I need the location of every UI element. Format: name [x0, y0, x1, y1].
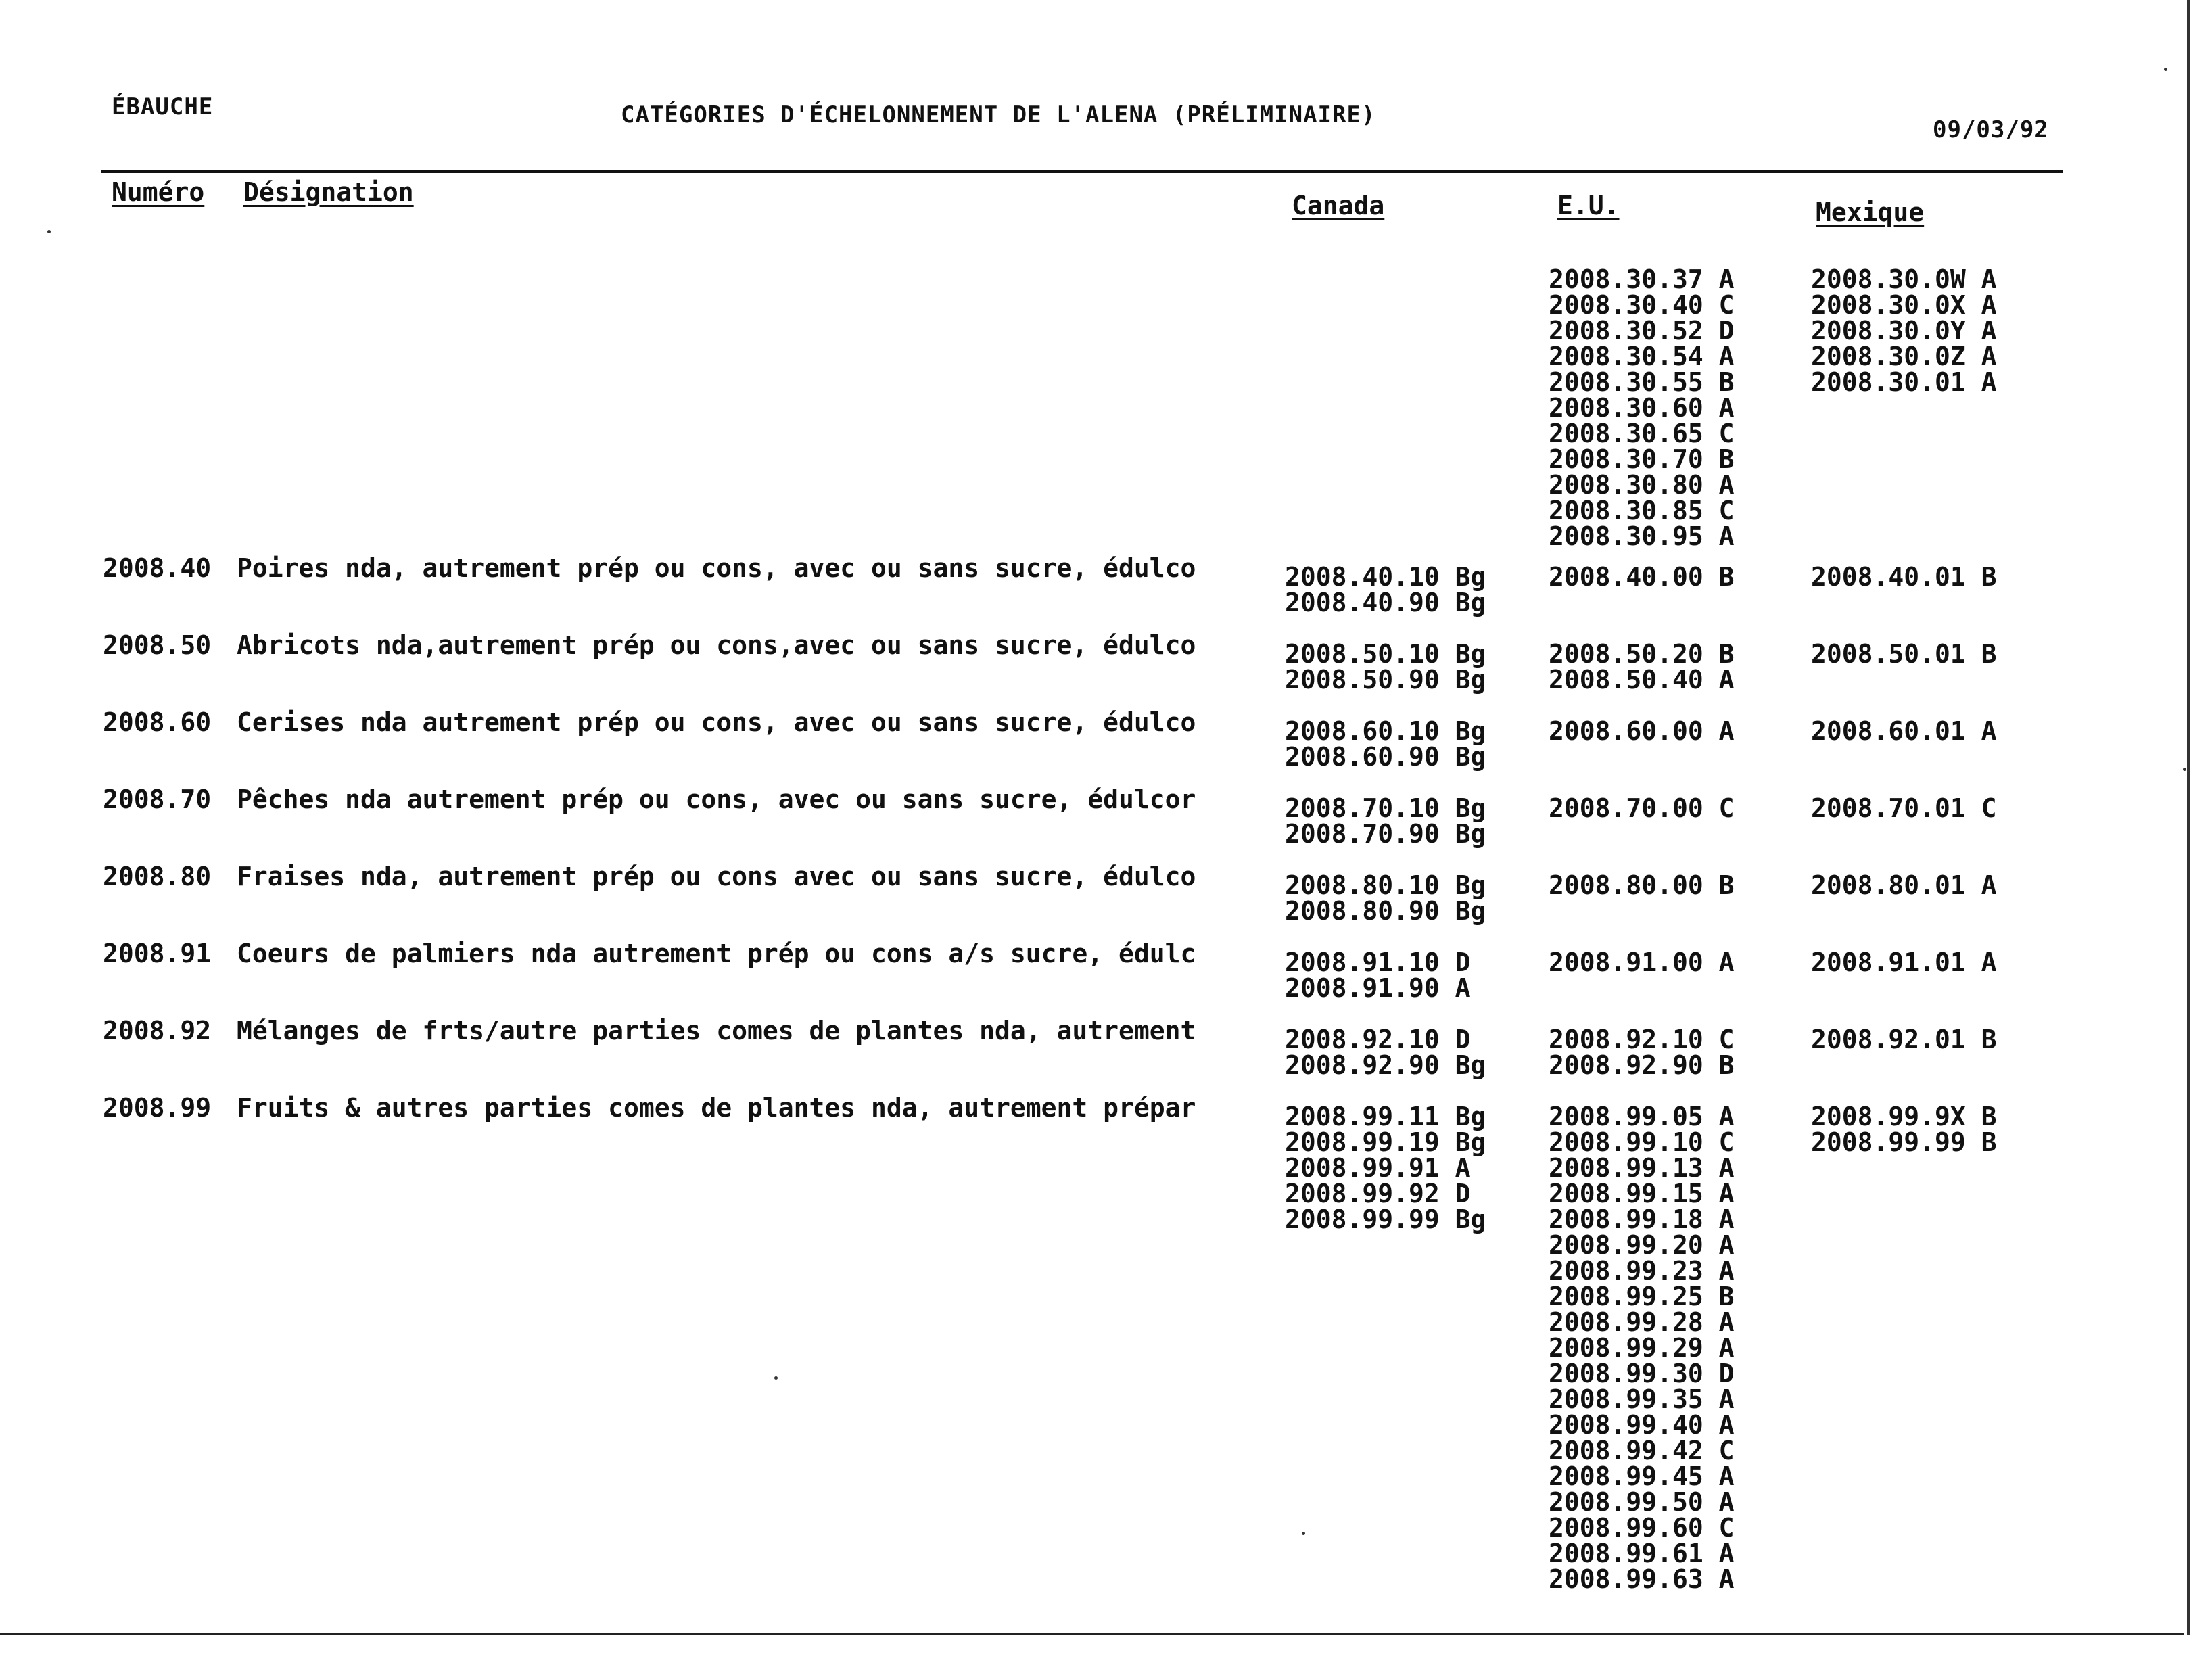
tariff-code: 2008.30.85 C [1549, 496, 1735, 525]
tariff-code: 2008.99.91 A [1285, 1153, 1471, 1183]
heading-number: 2008.99 [103, 1093, 212, 1123]
tariff-code: 2008.40.01 B [1811, 562, 1997, 592]
mexique-codes [1811, 949, 1997, 975]
scan-speck [1302, 1532, 1305, 1535]
tariff-code: 2008.99.35 A [1549, 1384, 1735, 1414]
header-rule [101, 170, 2063, 173]
mexique-codes [1811, 872, 1997, 898]
tariff-code: 2008.40.10 Bg [1285, 562, 1486, 592]
tariff-code: 2008.60.90 Bg [1285, 742, 1486, 772]
eu-codes [1549, 718, 1735, 744]
tariff-code: 2008.99.45 A [1549, 1461, 1735, 1491]
tariff-code: 2008.99.20 A [1549, 1230, 1735, 1260]
heading-number: 2008.40 [103, 553, 212, 583]
tariff-code: 2008.30.70 B [1549, 444, 1735, 474]
tariff-code: 2008.91.00 A [1549, 947, 1735, 977]
designation: Poires nda, autrement prép ou cons, avec ou sans sucre, édulco [237, 553, 1196, 583]
mexique-codes [1811, 795, 1997, 821]
canada-codes [1285, 949, 1471, 1001]
tariff-code: 2008.50.10 Bg [1285, 639, 1486, 669]
tariff-code: 2008.60.01 A [1811, 716, 1997, 746]
tariff-code: 2008.50.01 B [1811, 639, 1997, 669]
tariff-code: 2008.99.19 Bg [1285, 1127, 1486, 1157]
tariff-code: 2008.99.30 D [1549, 1359, 1735, 1388]
tariff-code: 2008.92.01 B [1811, 1025, 1997, 1054]
tariff-code: 2008.91.01 A [1811, 947, 1997, 977]
canada-codes [1285, 1104, 1486, 1232]
designation: Mélanges de frts/autre parties comes de plantes nda, autrement [237, 1016, 1196, 1046]
tariff-code: 2008.92.90 B [1549, 1050, 1735, 1080]
tariff-code: 2008.99.13 A [1549, 1153, 1735, 1183]
eu-codes [1549, 564, 1735, 590]
tariff-code: 2008.92.10 D [1285, 1025, 1471, 1054]
scan-speck [2164, 68, 2167, 71]
tariff-code: 2008.80.01 A [1811, 870, 1997, 900]
scan-speck [47, 230, 51, 233]
tariff-code: 2008.30.0W A [1811, 264, 1997, 294]
tariff-code: 2008.30.37 A [1549, 264, 1735, 294]
tariff-code: 2008.99.42 C [1549, 1436, 1735, 1465]
designation: Pêches nda autrement prép ou cons, avec ou sans sucre, édulcor [237, 784, 1196, 814]
tariff-code: 2008.92.90 Bg [1285, 1050, 1486, 1080]
canada-codes [1285, 718, 1486, 770]
tariff-code: 2008.30.54 A [1549, 342, 1735, 371]
designation: Abricots nda,autrement prép ou cons,avec ou sans sucre, édulco [237, 630, 1196, 660]
tariff-code: 2008.30.0Y A [1811, 316, 1997, 346]
tariff-code: 2008.70.10 Bg [1285, 793, 1486, 823]
heading-number: 2008.91 [103, 939, 212, 968]
tariff-code: 2008.50.40 A [1549, 665, 1735, 695]
tariff-code: 2008.70.01 C [1811, 793, 1997, 823]
mexique-codes [1811, 718, 1997, 744]
canada-codes [1285, 564, 1486, 615]
mexique-codes [1811, 266, 1997, 395]
column-header-designation: Désignation [243, 177, 414, 207]
mexique-codes [1811, 641, 1997, 667]
mexique-codes [1811, 564, 1997, 590]
tariff-code: 2008.70.00 C [1549, 793, 1735, 823]
tariff-code: 2008.99.61 A [1549, 1539, 1735, 1568]
tariff-code: 2008.99.99 Bg [1285, 1204, 1486, 1234]
canada-codes [1285, 641, 1486, 693]
canada-codes [1285, 1027, 1486, 1078]
tariff-code: 2008.99.23 A [1549, 1256, 1735, 1286]
tariff-code: 2008.99.29 A [1549, 1333, 1735, 1363]
tariff-code: 2008.30.52 D [1549, 316, 1735, 346]
tariff-code: 2008.30.60 A [1549, 393, 1735, 423]
mexique-codes [1811, 1027, 1997, 1052]
tariff-code: 2008.40.00 B [1549, 562, 1735, 592]
tariff-code: 2008.99.40 A [1549, 1410, 1735, 1440]
tariff-code: 2008.99.05 A [1549, 1102, 1735, 1131]
column-header-canada: Canada [1292, 191, 1385, 220]
tariff-code: 2008.99.25 B [1549, 1282, 1735, 1311]
heading-number: 2008.70 [103, 784, 212, 814]
tariff-code: 2008.30.55 B [1549, 367, 1735, 397]
page-bottom-edge [0, 1633, 2184, 1635]
eu-codes [1549, 266, 1735, 549]
tariff-code: 2008.92.10 C [1549, 1025, 1735, 1054]
designation: Fruits & autres parties comes de plantes nda, autrement prépar [237, 1093, 1196, 1123]
heading-number: 2008.92 [103, 1016, 212, 1046]
canada-codes [1285, 795, 1486, 847]
document-title: CATÉGORIES D'ÉCHELONNEMENT DE L'ALENA (PRÉLIMINAIRE) [621, 101, 1376, 128]
scan-speck [774, 1376, 778, 1380]
tariff-code: 2008.30.65 C [1549, 419, 1735, 448]
tariff-code: 2008.50.20 B [1549, 639, 1735, 669]
page-right-edge [2187, 0, 2190, 1635]
mexique-codes [1811, 1104, 1997, 1155]
tariff-code: 2008.80.00 B [1549, 870, 1735, 900]
column-header-eu: E.U. [1557, 191, 1620, 220]
designation: Cerises nda autrement prép ou cons, avec ou sans sucre, édulco [237, 707, 1196, 737]
tariff-code: 2008.99.15 A [1549, 1179, 1735, 1209]
tariff-code: 2008.99.63 A [1549, 1564, 1735, 1594]
tariff-code: 2008.99.92 D [1285, 1179, 1471, 1209]
tariff-code: 2008.99.10 C [1549, 1127, 1735, 1157]
heading-number: 2008.80 [103, 862, 212, 891]
tariff-code: 2008.30.95 A [1549, 521, 1735, 551]
eu-codes [1549, 1027, 1735, 1078]
tariff-code: 2008.30.80 A [1549, 470, 1735, 500]
tariff-code: 2008.30.0X A [1811, 290, 1997, 320]
designation: Coeurs de palmiers nda autrement prép ou cons a/s sucre, édulc [237, 939, 1196, 968]
tariff-code: 2008.99.99 B [1811, 1127, 1997, 1157]
tariff-code: 2008.80.10 Bg [1285, 870, 1486, 900]
tariff-code: 2008.50.90 Bg [1285, 665, 1486, 695]
designation: Fraises nda, autrement prép ou cons avec ou sans sucre, édulco [237, 862, 1196, 891]
tariff-code: 2008.99.60 C [1549, 1513, 1735, 1543]
tariff-code: 2008.91.10 D [1285, 947, 1471, 977]
eu-codes [1549, 641, 1735, 693]
eu-codes [1549, 795, 1735, 821]
tariff-code: 2008.80.90 Bg [1285, 896, 1486, 926]
eu-codes [1549, 949, 1735, 975]
document-date: 09/03/92 [1933, 116, 2049, 143]
tariff-code: 2008.30.0Z A [1811, 342, 1997, 371]
eu-codes [1549, 872, 1735, 898]
column-header-numero: Numéro [112, 177, 205, 207]
draft-status-label: ÉBAUCHE [112, 93, 214, 120]
tariff-code: 2008.30.01 A [1811, 367, 1997, 397]
heading-number: 2008.50 [103, 630, 212, 660]
tariff-code: 2008.99.18 A [1549, 1204, 1735, 1234]
tariff-code: 2008.99.9X B [1811, 1102, 1997, 1131]
scan-speck [2183, 768, 2186, 771]
tariff-code: 2008.40.90 Bg [1285, 588, 1486, 617]
tariff-code: 2008.99.28 A [1549, 1307, 1735, 1337]
column-header-mexique: Mexique [1816, 197, 1925, 227]
tariff-code: 2008.91.90 A [1285, 973, 1471, 1003]
tariff-code: 2008.60.10 Bg [1285, 716, 1486, 746]
canada-codes [1285, 872, 1486, 924]
heading-number: 2008.60 [103, 707, 212, 737]
tariff-code: 2008.99.50 A [1549, 1487, 1735, 1517]
tariff-code: 2008.60.00 A [1549, 716, 1735, 746]
tariff-code: 2008.70.90 Bg [1285, 819, 1486, 849]
tariff-code: 2008.30.40 C [1549, 290, 1735, 320]
tariff-code: 2008.99.11 Bg [1285, 1102, 1486, 1131]
eu-codes [1549, 1104, 1735, 1592]
